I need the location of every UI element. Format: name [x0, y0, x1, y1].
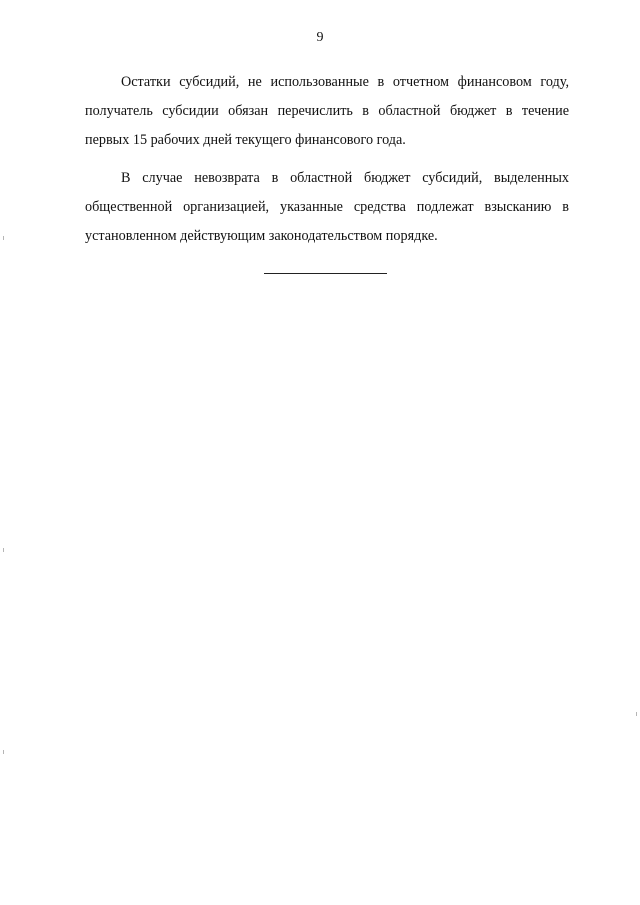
paragraph-subsidy-return: Остатки субсидий, не использованные в отчетном финансовом году, получатель субсидии обязан перечислить в областной бюджет в течение первых 15 рабочих дней текущего финансового года.	[85, 74, 569, 148]
scan-artifact	[3, 236, 4, 240]
scan-artifact	[3, 548, 4, 552]
scan-artifact	[3, 750, 4, 754]
document-body	[85, 68, 569, 260]
page-number: 9	[316, 30, 324, 45]
scan-artifact	[636, 712, 637, 716]
end-separator-line	[264, 273, 387, 274]
paragraph-subsidy-recovery: В случае невозврата в областной бюджет субсидий, выделенных общественной организацией, указанные средства подлежат взысканию в установленном действующим законодательством порядке.	[85, 170, 569, 244]
